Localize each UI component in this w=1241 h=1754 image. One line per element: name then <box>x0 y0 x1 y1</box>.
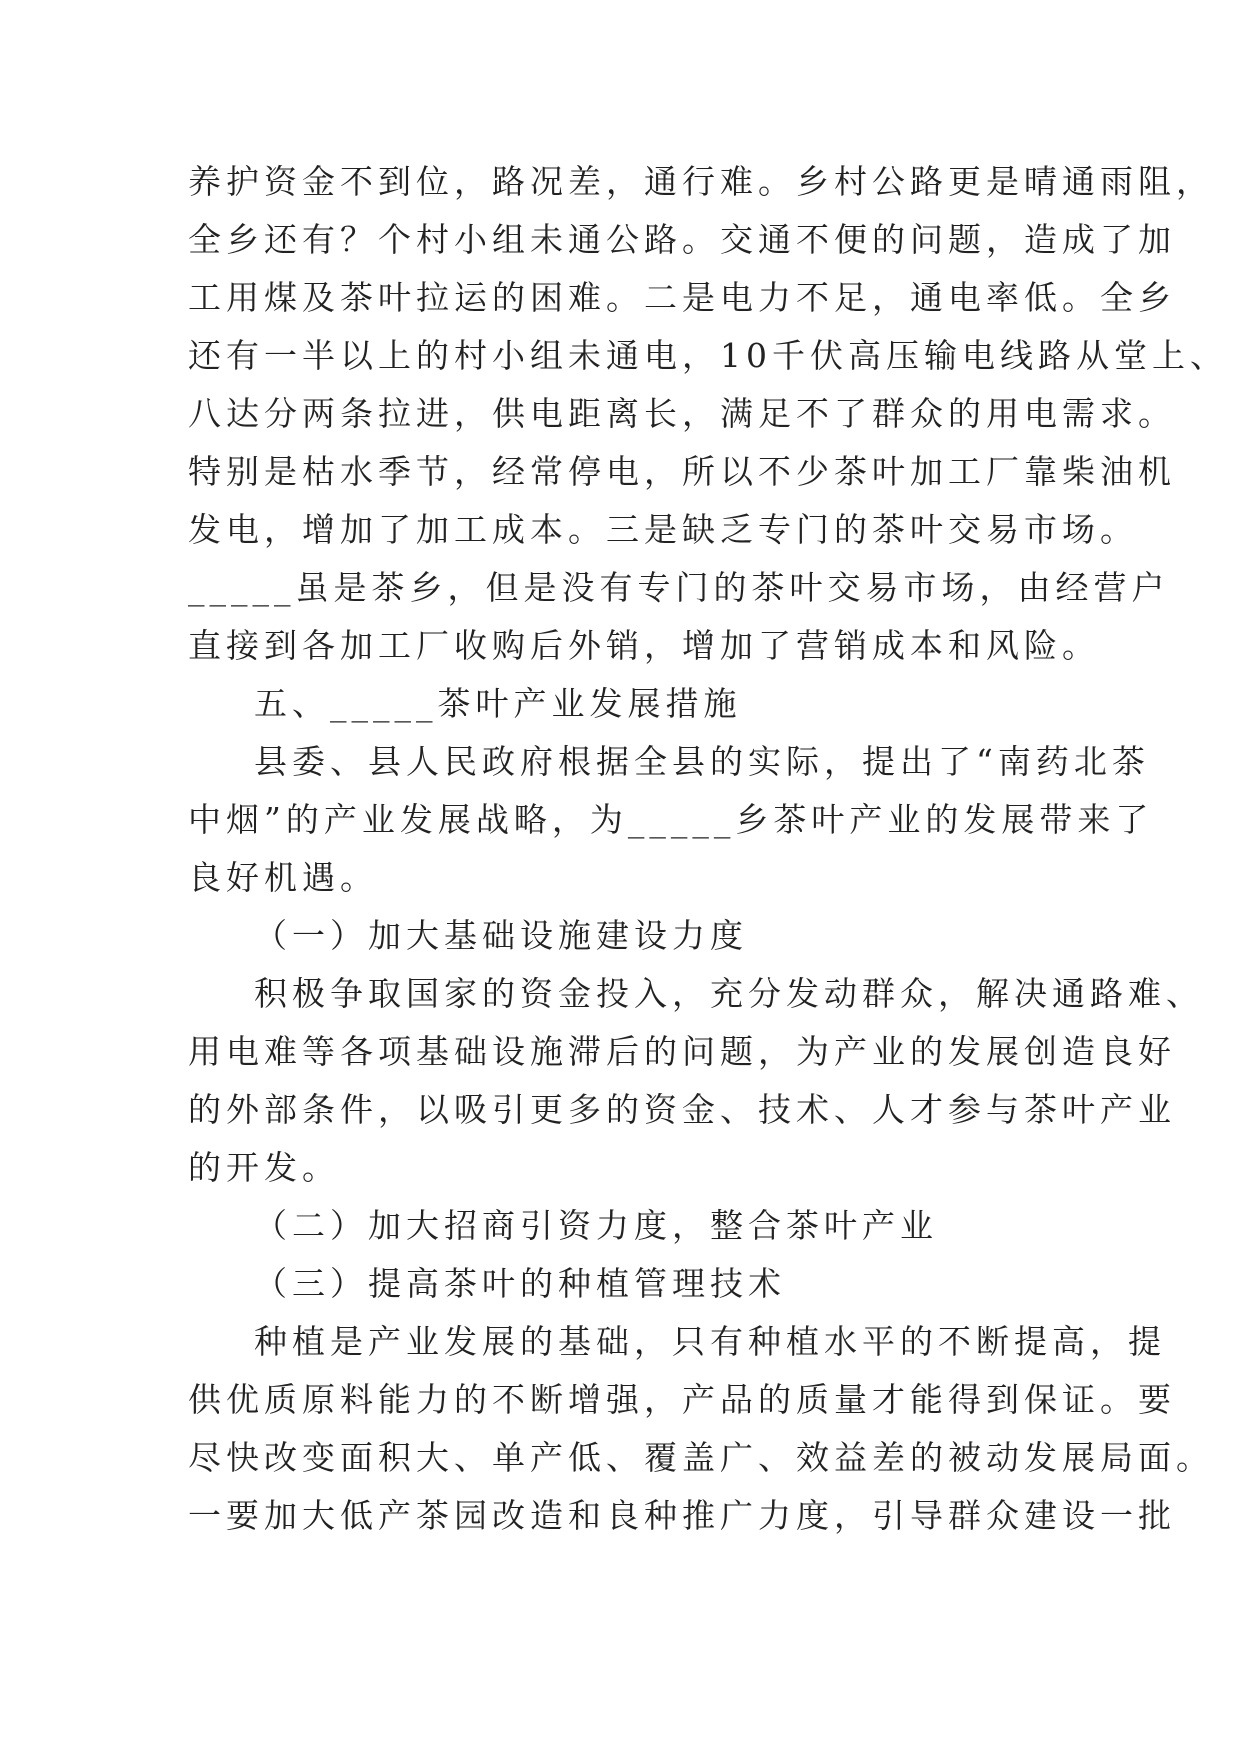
text-line: 直接到各加工厂收购后外销，增加了营销成本和风险。 <box>188 626 1100 665</box>
text-line: 供优质原料能力的不断增强，产品的质量才能得到保证。要 <box>188 1380 1176 1419</box>
text-line: 八达分两条拉进，供电距离长，满足不了群众的用电需求。 <box>188 394 1176 433</box>
text-line: 的开发。 <box>188 1148 340 1187</box>
paragraph-first-line: 县委、县人民政府根据全县的实际，提出了“南药北茶 <box>254 742 1150 781</box>
text-line: 工用煤及茶叶拉运的困难。二是电力不足，通电率低。全乡 <box>188 278 1176 317</box>
text-line: 良好机遇。 <box>188 858 378 897</box>
text-line: 全乡还有？个村小组未通公路。交通不便的问题，造成了加 <box>188 220 1176 259</box>
text-line: 特别是枯水季节，经常停电，所以不少茶叶加工厂靠柴油机 <box>188 452 1176 491</box>
text-line: 发电，增加了加工成本。三是缺乏专门的茶叶交易市场。 <box>188 510 1138 549</box>
text-line: 用电难等各项基础设施滞后的问题，为产业的发展创造良好 <box>188 1032 1176 1071</box>
subsection-heading: （三）提高茶叶的种植管理技术 <box>254 1264 786 1303</box>
text-line: 一要加大低产茶园改造和良种推广力度，引导群众建设一批 <box>188 1496 1176 1535</box>
text-line: 的外部条件，以吸引更多的资金、技术、人才参与茶叶产业 <box>188 1090 1176 1129</box>
section-heading: 五、_____茶叶产业发展措施 <box>254 684 742 723</box>
text-line: 养护资金不到位，路况差，通行难。乡村公路更是晴通雨阻， <box>188 162 1214 201</box>
text-line: _____虽是茶乡，但是没有专门的茶叶交易市场，由经营户 <box>188 568 1170 607</box>
paragraph-first-line: 种植是产业发展的基础，只有种植水平的不断提高，提 <box>254 1322 1166 1361</box>
text-line: 尽快改变面积大、单产低、覆盖广、效益差的被动发展局面。 <box>188 1438 1214 1477</box>
text-line: 中烟”的产业发展战略，为_____乡茶叶产业的发展带来了 <box>188 800 1154 839</box>
paragraph-first-line: 积极争取国家的资金投入，充分发动群众，解决通路难、 <box>254 974 1204 1013</box>
subsection-heading: （一）加大基础设施建设力度 <box>254 916 748 955</box>
document-body <box>188 153 1228 1545</box>
subsection-heading: （二）加大招商引资力度，整合茶叶产业 <box>254 1206 938 1245</box>
text-line: 还有一半以上的村小组未通电，10千伏高压输电线路从堂上、 <box>188 336 1228 375</box>
